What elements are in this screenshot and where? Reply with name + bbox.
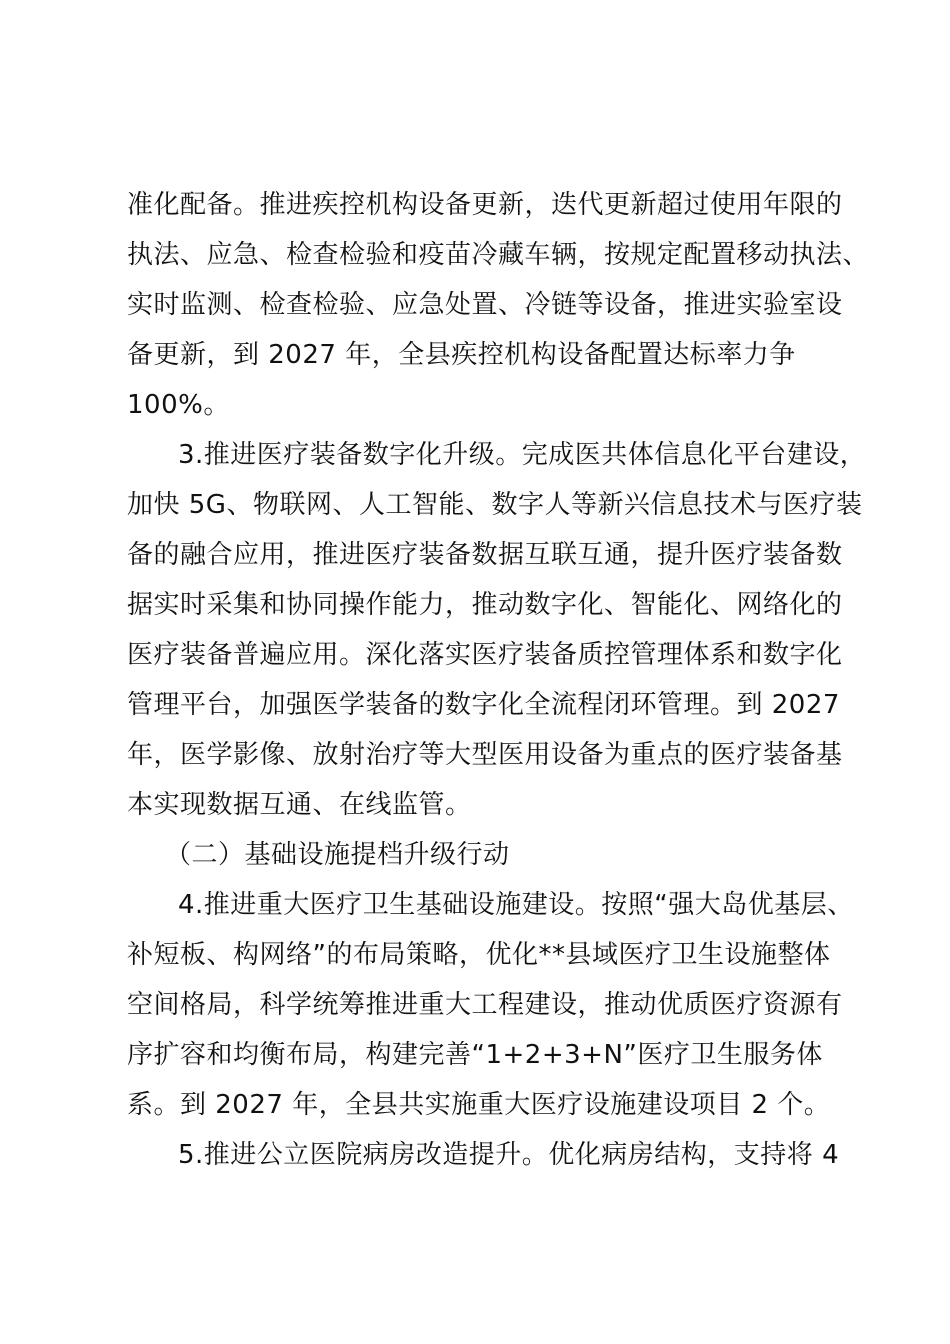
text-line-4: 备更新，到 2027 年，全县疾控机构设备配置达标率力争 (127, 340, 796, 370)
text-line-15: 4.推进重大医疗卫生基础设施建设。按照“强大岛优基层、 (178, 890, 854, 920)
text-line-10: 医疗装备普遍应用。深化落实医疗装备质控管理体系和数字化 (127, 640, 843, 670)
text-line-1: 准化配备。推进疾控机构设备更新，迭代更新超过使用年限的 (127, 190, 843, 220)
text-line-19: 系。到 2027 年，全县共实施重大医疗设施建设项目 2 个。 (127, 1090, 831, 1120)
text-line-6: 3.推进医疗装备数字化升级。完成医共体信息化平台建设， (178, 440, 867, 470)
text-line-8: 备的融合应用，推进医疗装备数据互联互通，提升医疗装备数 (127, 540, 843, 570)
section-heading: （二）基础设施提档升级行动 (165, 840, 510, 870)
text-line-7: 加快 5G、物联网、人工智能、数字人等新兴信息技术与医疗装 (127, 490, 863, 520)
text-line-9: 据实时采集和协同操作能力，推动数字化、智能化、网络化的 (127, 590, 843, 620)
text-line-18: 序扩容和均衡布局，构建完善“1+2+3+N”医疗卫生服务体 (127, 1040, 823, 1070)
text-line-16: 补短板、构网络”的布局策略，优化**县域医疗卫生设施整体 (127, 940, 831, 970)
text-line-11: 管理平台，加强医学装备的数字化全流程闭环管理。到 2027 (127, 690, 840, 720)
text-line-2: 执法、应急、检查检验和疫苗冷藏车辆，按规定配置移动执法、 (127, 240, 870, 270)
text-line-17: 空间格局，科学统筹推进重大工程建设，推动优质医疗资源有 (127, 990, 843, 1020)
text-line-5: 100%。 (127, 390, 230, 420)
text-line-13: 本实现数据互通、在线监管。 (127, 790, 472, 820)
text-line-12: 年，医学影像、放射治疗等大型医用设备为重点的医疗装备基 (127, 740, 843, 770)
text-line-3: 实时监测、检查检验、应急处置、冷链等设备，推进实验室设 (127, 290, 843, 320)
text-line-20: 5.推进公立医院病房改造提升。优化病房结构，支持将 4 (178, 1140, 840, 1170)
